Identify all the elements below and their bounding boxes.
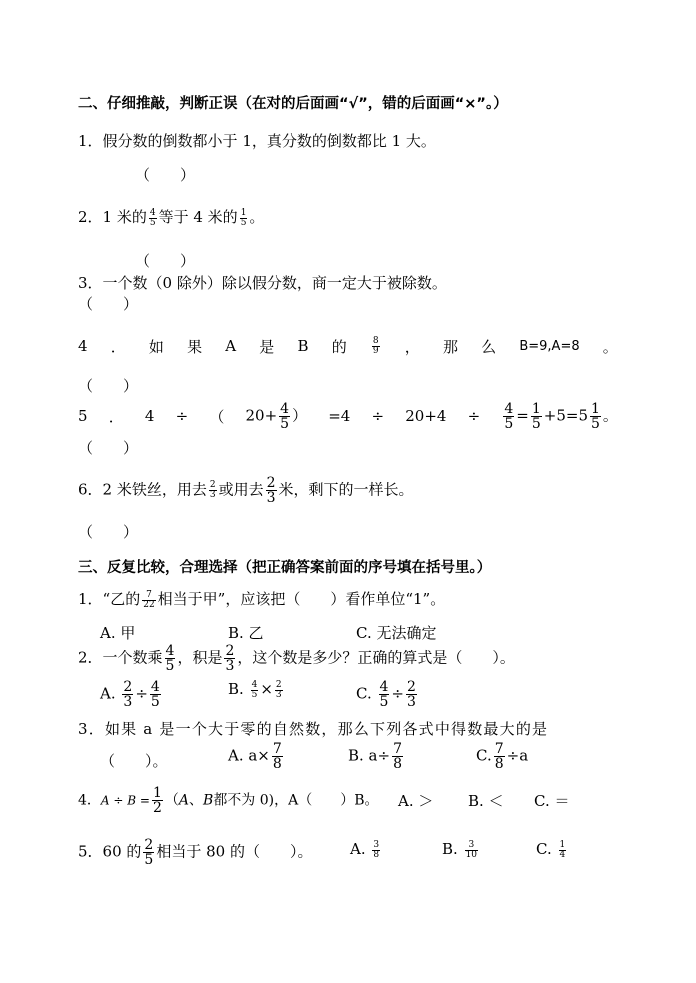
denominator: 5 — [251, 689, 258, 700]
text-segment: 果 — [187, 337, 203, 356]
denominator: 5 — [591, 415, 600, 432]
text-segment: × — [260, 680, 273, 698]
text-segment: 如 — [148, 337, 164, 356]
text-segment: $\frac{4}{5}$ = $\frac{1}{5}$ +5=5 $\frac{1}{5}$ 。 — [504, 400, 618, 432]
denominator: 5 — [150, 694, 160, 710]
numerator: 4 — [504, 400, 514, 417]
denominator: 4 — [559, 849, 566, 860]
numerator: 4 — [165, 643, 175, 659]
numerator: 2 — [225, 643, 235, 659]
fraction — [559, 841, 567, 860]
denominator: 22 — [143, 599, 155, 610]
numerator: 2 — [209, 480, 216, 490]
text-segment: ，这个数是多少？正确的算式是（ ）。 — [237, 648, 515, 667]
question-3-2 — [78, 644, 515, 673]
option-b[interactable]: B. ＜ — [468, 792, 504, 810]
numerator: 8 — [372, 335, 379, 346]
text-segment: A. — [100, 684, 116, 703]
text-segment: 相当于甲”，应该把（ ）看作单位“1”。 — [157, 590, 446, 608]
text-segment: =4 — [328, 407, 351, 425]
answer-blank-3-3[interactable]: （ ）。 — [100, 752, 168, 770]
fraction — [503, 402, 514, 431]
option-b[interactable] — [348, 742, 405, 771]
option-c[interactable] — [536, 840, 568, 860]
text-segment: 6．2 米铁丝，用去 — [78, 480, 207, 499]
text-segment: 的 — [331, 337, 347, 356]
numerator: 1 — [531, 400, 541, 417]
option-a[interactable]: A. ＞ — [398, 792, 434, 810]
numerator: 1 — [559, 839, 566, 850]
text-segment: C. — [536, 840, 552, 858]
numerator: 7 — [272, 741, 282, 757]
text-segment: 。 — [602, 337, 618, 356]
numerator: 7 — [494, 741, 504, 757]
numerator: 2 — [407, 679, 416, 695]
text-segment: ． — [110, 337, 126, 356]
text-segment: 是 — [259, 337, 275, 356]
text-segment: ÷ — [175, 407, 189, 425]
denominator: 5 — [240, 217, 247, 228]
answer-blank-2-3[interactable]: （ ） — [78, 295, 139, 313]
text-segment: 20+4 — [405, 407, 447, 425]
numerator: 1 — [591, 400, 600, 417]
fraction — [272, 742, 283, 771]
numerator: 4 — [280, 400, 290, 417]
numerator: 1 — [240, 207, 247, 218]
denominator: 5 — [280, 415, 290, 432]
text-segment: 5．60 的 — [78, 842, 142, 861]
numerator: 7 — [146, 589, 152, 600]
denominator: 5 — [504, 415, 514, 432]
text-segment: 。 — [249, 208, 265, 226]
text-segment: 都不为 0)，A（ ）B。 — [213, 792, 379, 809]
numerator: 2 — [123, 679, 133, 695]
option-b[interactable] — [442, 840, 480, 860]
denominator: 8 — [373, 849, 380, 860]
numerator: 1 — [152, 785, 162, 801]
denominator: 5 — [165, 658, 175, 674]
text-segment: ． — [108, 407, 124, 426]
fraction — [379, 680, 390, 709]
text-segment: 1．“乙的 — [78, 590, 141, 608]
numerator: 4 — [379, 679, 389, 695]
text-segment: A — [178, 792, 190, 809]
fraction — [122, 680, 133, 709]
fraction — [266, 476, 277, 505]
text-segment: （ — [209, 407, 225, 426]
text-segment: ÷ — [391, 684, 404, 703]
fraction — [372, 337, 380, 356]
text-segment: A ÷ B = — [100, 793, 150, 808]
denominator: 8 — [393, 756, 402, 772]
question-3-1 — [78, 588, 445, 610]
answer-blank-2-4[interactable]: （ ） — [78, 377, 139, 395]
denominator: 8 — [494, 756, 504, 772]
fraction — [531, 402, 542, 431]
text-segment: B. — [228, 680, 244, 698]
question-2-2 — [78, 206, 264, 228]
text-segment: C. — [356, 684, 372, 703]
fraction — [150, 680, 161, 709]
option-c[interactable] — [356, 680, 419, 709]
section-3-title: 三、反复比较，合理选择（把正确答案前面的序号填在括号里。） — [78, 560, 492, 576]
numerator: 2 — [144, 837, 154, 853]
numerator: 7 — [393, 741, 402, 757]
text-segment: B=9,A=8 — [519, 338, 580, 354]
text-segment: A. — [350, 840, 366, 858]
fraction — [152, 786, 163, 815]
denominator: 5 — [379, 694, 389, 710]
option-a[interactable] — [350, 840, 382, 860]
text-segment: 4． — [78, 792, 101, 809]
question-2-1: 1．假分数的倒数都小于 1，真分数的倒数都比 1 大。 — [78, 132, 436, 150]
text-segment: ，积是 — [177, 648, 223, 667]
numerator: 4 — [251, 679, 258, 690]
answer-blank-2-5[interactable]: （ ） — [78, 439, 139, 457]
fraction — [165, 644, 176, 673]
question-2-5 — [78, 398, 618, 434]
text-segment: 等于 4 米的 — [158, 208, 238, 226]
question-2-3: 3．一个数（0 除外）除以假分数，商一定大于被除数。 — [78, 274, 447, 292]
fraction — [142, 591, 155, 610]
question-3-4 — [78, 786, 379, 815]
numerator: 2 — [266, 475, 276, 491]
fraction — [143, 838, 154, 867]
denominator: 9 — [372, 345, 379, 356]
text-segment: B — [297, 337, 309, 355]
option-c[interactable] — [476, 742, 528, 771]
text-segment: 或用去 — [218, 480, 264, 499]
text-segment: 20+ $\frac{4}{5}$ ） — [245, 400, 308, 432]
fraction — [406, 680, 417, 709]
numerator: 2 — [275, 679, 282, 690]
text-segment: （ — [164, 792, 179, 809]
denominator: 10 — [465, 849, 478, 860]
fraction — [149, 209, 157, 228]
option-a[interactable]: A. 甲 — [100, 624, 136, 642]
option-a[interactable] — [100, 680, 163, 709]
question-3-3: 3．如果 a 是一个大于零的自然数，那么下列各式中得数最大的是 — [78, 720, 549, 738]
text-segment: B. a÷ — [348, 746, 391, 765]
text-segment: C. — [476, 746, 492, 765]
fraction — [279, 402, 290, 431]
denominator: 3 — [209, 490, 216, 500]
text-segment: A. a× — [228, 746, 270, 765]
section-2-title: 二、仔细推敲，判断正误（在对的后面画“√”，错的后面画“×”。） — [78, 96, 508, 112]
answer-blank-2-1[interactable]: （ ） — [135, 166, 196, 184]
text-segment: A — [225, 337, 237, 355]
fraction — [465, 841, 478, 860]
text-segment: B. — [442, 840, 458, 858]
fraction — [372, 841, 380, 860]
numerator: 4 — [149, 207, 156, 218]
text-segment: 4 — [144, 407, 155, 425]
fraction — [275, 681, 283, 700]
denominator: 3 — [275, 689, 282, 700]
answer-blank-2-2[interactable]: （ ） — [135, 252, 196, 270]
text-segment: 米，剩下的一样长。 — [278, 480, 414, 499]
text-segment: ÷ — [467, 407, 481, 425]
option-c[interactable]: C. ＝ — [534, 792, 570, 810]
denominator: 5 — [144, 852, 154, 868]
text-segment: 那 — [442, 337, 458, 356]
fraction — [251, 681, 259, 700]
option-c[interactable]: C. 无法确定 — [356, 624, 437, 642]
question-3-5 — [78, 838, 312, 867]
denominator: 3 — [266, 490, 276, 506]
text-segment: 2．1 米的 — [78, 208, 147, 226]
text-segment: 相当于 80 的（ ）。 — [156, 842, 313, 861]
text-segment: 4 — [78, 337, 88, 355]
denominator: 3 — [123, 694, 133, 710]
fraction — [494, 742, 505, 771]
text-segment: ， — [404, 337, 420, 356]
denominator: 3 — [407, 694, 416, 710]
fraction — [224, 644, 235, 673]
text-segment: 么 — [481, 337, 497, 356]
numerator: 3 — [468, 839, 475, 850]
text-segment: ÷ — [135, 684, 148, 703]
text-segment: ÷a — [506, 746, 529, 765]
option-b[interactable] — [228, 680, 285, 700]
text-segment: 2．一个数乘 — [78, 648, 163, 667]
fraction — [209, 481, 217, 500]
fraction — [590, 402, 601, 431]
fraction — [392, 742, 403, 771]
fraction — [240, 209, 248, 228]
option-b[interactable]: B. 乙 — [228, 624, 264, 642]
question-2-6 — [78, 476, 414, 505]
denominator: 5 — [149, 217, 156, 228]
denominator: 3 — [225, 658, 235, 674]
text-segment: B — [203, 792, 214, 809]
text-segment: 、 — [189, 792, 204, 809]
answer-blank-2-6[interactable]: （ ） — [78, 523, 139, 541]
question-2-4 — [78, 334, 618, 358]
option-a[interactable] — [228, 742, 285, 771]
denominator: 5 — [531, 415, 541, 432]
numerator: 3 — [373, 839, 380, 850]
denominator: 2 — [152, 800, 162, 816]
numerator: 4 — [150, 679, 160, 695]
text-segment: 5 — [78, 407, 88, 425]
denominator: 8 — [272, 756, 282, 772]
text-segment: ÷ — [371, 407, 385, 425]
